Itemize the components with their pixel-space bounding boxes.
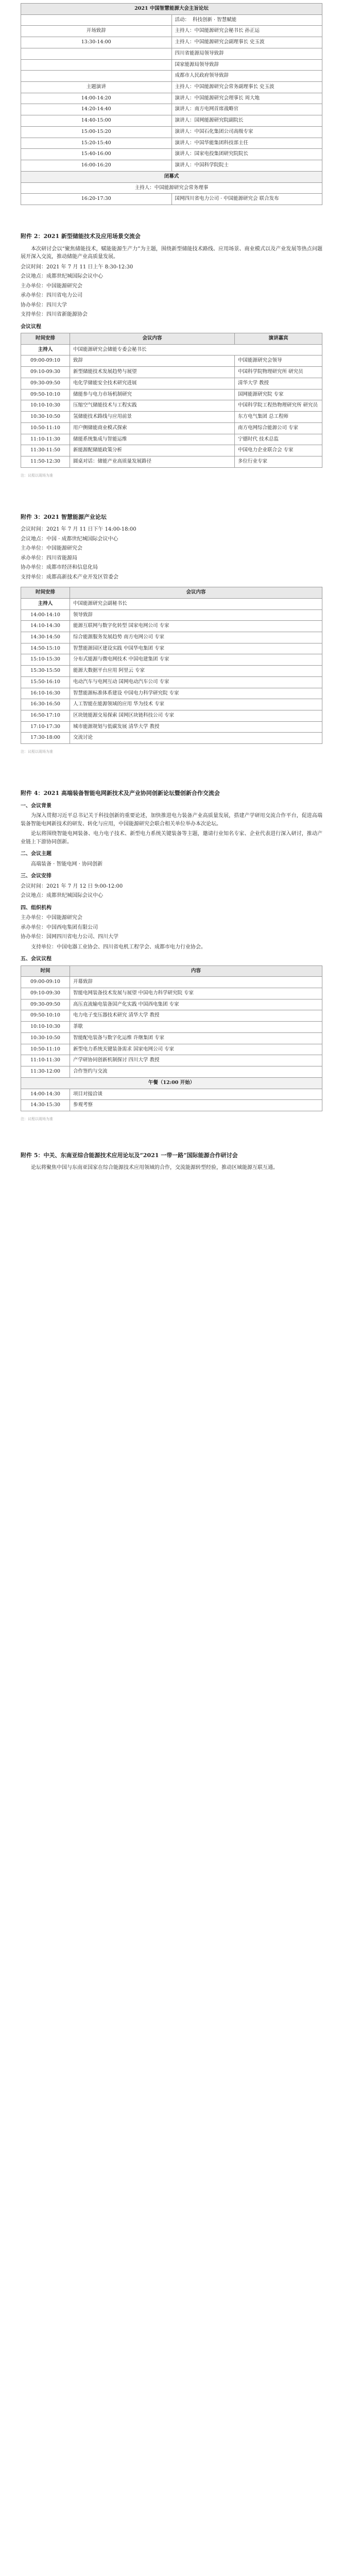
row-content: 区块链能源交易探索 国网区块链科技公司 专家 xyxy=(70,710,322,722)
row-content: 能源互联网与数字化转型 国家电网公司 专家 xyxy=(70,621,322,632)
row-content: 产学研协同创新机制探讨 四川大学 教授 xyxy=(70,1055,322,1066)
row-content-text: 国家能源局领导致辞 xyxy=(175,61,219,67)
table-row xyxy=(21,1032,322,1044)
row-content: 高压直流输电装备国产化实践 中国西电集团 专家 xyxy=(70,999,322,1010)
a3-col-time: 时间安排 xyxy=(21,587,70,599)
appendix-3-footnote: 注：议程以现场为准 xyxy=(21,750,53,754)
table-row xyxy=(21,988,322,999)
table-row xyxy=(21,1044,322,1055)
table-row xyxy=(21,434,322,445)
appendix-2-table xyxy=(21,333,322,468)
row-content xyxy=(172,48,322,59)
table-row xyxy=(21,389,322,400)
table-row xyxy=(21,378,322,389)
row-time: 11:30-12:00 xyxy=(21,1066,70,1078)
row-time xyxy=(21,14,172,26)
row-time: 10:50-11:10 xyxy=(21,1044,70,1055)
row-content: 电动汽车与电网互动 国网电动汽车公司 专家 xyxy=(70,676,322,688)
appendix-2-intro: 本次研讨会以“聚焦储能技术，赋能能源生产力”为主题，围绕新型储能技术路线、应用场景、商业模式以及产业发展等热点问题展开深入交流，推动储能产业高质量发展。 xyxy=(21,246,322,260)
table-row xyxy=(21,676,322,688)
row-time: 14:10-14:30 xyxy=(21,621,70,632)
row-time: 11:30-11:50 xyxy=(21,445,70,456)
row-content: 综合能源服务发展趋势 南方电网公司 专家 xyxy=(70,632,322,643)
appendix-2 xyxy=(21,232,322,479)
appendix-4-para2: 论坛将围绕智能电网装备、电力电子技术、新型电力系统关键装备等主题，邀请行业知名专家、企业代表进行深入研讨，推动产业链上下游协同创新。 xyxy=(21,831,322,845)
row-time: 09:30-09:50 xyxy=(21,378,70,389)
row-time: 09:50-10:10 xyxy=(21,389,70,400)
table-row xyxy=(21,115,322,127)
row-speaker: 中国科学院物理研究所 研究员 xyxy=(235,367,322,378)
a3-col-content: 会议内容 xyxy=(70,587,322,599)
row-time: 15:20-15:40 xyxy=(21,138,172,149)
appendix-4-orgs xyxy=(21,914,322,941)
appendix-3-table xyxy=(21,587,322,744)
table-row xyxy=(21,1100,322,1111)
appendix-5-intro: 论坛将聚焦中国与东南亚国家在综合能源技术应用领域的合作，交流能源转型经验，推动区域能源互联互通。 xyxy=(31,1165,278,1171)
row-speaker: 多位行业专家 xyxy=(235,456,322,467)
row-content: 智能配电装备与数字化运维 许继集团 专家 xyxy=(70,1032,322,1044)
row-content: 分布式能源与微电网技术 中国电建集团 专家 xyxy=(70,654,322,666)
row-content xyxy=(172,104,322,115)
appendix-3 xyxy=(21,513,322,755)
row-topic: 电化学储能安全技术研究进展 xyxy=(70,378,235,389)
table-row xyxy=(21,412,322,423)
row-content-text: 演讲人：国家电投集团研究院院长 xyxy=(175,151,249,157)
row-time: 10:10-10:30 xyxy=(21,400,70,412)
info-line: 支持单位：成都高新技术产业开发区管委会 xyxy=(21,574,118,580)
row-time: 15:30-15:50 xyxy=(21,666,70,677)
row-content-text: 主持人：中国能源研究会常务副理事长 史玉波 xyxy=(175,84,275,90)
row-content: 开幕致辞 xyxy=(70,977,322,988)
row-time: 16:10-16:30 xyxy=(21,688,70,699)
appendix-4-section-four: 四、组织机构 xyxy=(21,905,52,911)
appendix-3-venue: 会议地点：中国 · 成都世纪城国际会议中心 xyxy=(21,536,118,542)
table-row xyxy=(21,1022,322,1033)
table-row xyxy=(21,26,322,37)
table-row xyxy=(21,1010,322,1022)
row-time: 09:00-09:10 xyxy=(21,355,70,367)
a2-host-value: 中国能源研究会储能专委会秘书长 xyxy=(70,344,322,355)
row-time: 10:50-11:10 xyxy=(21,422,70,434)
a2-host-label: 主持人 xyxy=(21,344,70,355)
info-line: 会议地点：成都世纪城国际会议中心 xyxy=(21,893,103,899)
table-row xyxy=(21,609,322,621)
row-content: 城市能源规划与低碳发展 清华大学 教授 xyxy=(70,721,322,733)
row-content xyxy=(172,149,322,160)
row-speaker: 中国能源研究会领导 xyxy=(235,355,322,367)
row-content-text: 成都市人民政府领导致辞 xyxy=(175,73,229,79)
info-line: 支持单位：四川省新能源协会 xyxy=(21,312,88,318)
info-line: 协办单位：国网四川省电力公司、四川大学 xyxy=(21,934,118,940)
row-time: 15:10-15:30 xyxy=(21,654,70,666)
row-time: 11:10-11:30 xyxy=(21,1055,70,1066)
row-speaker: 中国科学院工程热物理研究所 研究员 xyxy=(235,400,322,412)
row-speaker: 宁德时代 技术总监 xyxy=(235,434,322,445)
row-topic: 储能参与电力市场机制研究 xyxy=(70,389,235,400)
table-row xyxy=(21,71,322,82)
table-row xyxy=(21,37,322,48)
row-topic: 氢储能技术路线与应用前景 xyxy=(70,412,235,423)
row-topic: 新能源配储能政策分析 xyxy=(70,445,235,456)
row-content xyxy=(172,138,322,149)
appendix-2-orgs xyxy=(21,282,322,319)
appendix-2-title: 附件 2：2021 新型储能技术及应用场景交流会 xyxy=(21,232,141,240)
table-row xyxy=(21,149,322,160)
table-row xyxy=(21,355,322,367)
row-content-text: 演讲人：中国华能集团科技部主任 xyxy=(175,140,249,146)
row-time: 09:10-09:30 xyxy=(21,988,70,999)
table-row xyxy=(21,445,322,456)
appendix-2-venue: 会议地点：成都世纪城国际会议中心 xyxy=(21,274,103,280)
row-content xyxy=(172,82,322,93)
row-content xyxy=(172,37,322,48)
a3-host-value: 中国能源研究会副秘书长 xyxy=(70,598,322,609)
table-row xyxy=(21,14,322,26)
row-content: 智能电网装备技术发展与展望 中国电力科学研究院 专家 xyxy=(70,988,322,999)
table-row xyxy=(21,1055,322,1066)
row-time: 15:40-16:00 xyxy=(21,149,172,160)
table-row xyxy=(21,721,322,733)
row-content: 交流讨论 xyxy=(70,733,322,744)
row-content: 国网四川省电力公司 · 中国能源研究会 联合发布 xyxy=(172,194,322,205)
info-line: 主办单位：中国能源研究会 xyxy=(21,915,82,921)
row-content: 能源大数据平台应用 阿里云 专家 xyxy=(70,666,322,677)
row-content: 茶歇 xyxy=(70,1022,322,1033)
a4-col-time: 时间 xyxy=(21,965,70,977)
row-content xyxy=(172,160,322,172)
row-content-text: 活动： xyxy=(175,16,190,23)
row-content-text: 演讲人：中国石化集团公司高级专家 xyxy=(175,128,253,134)
appendix-4-section-one: 一、会议背景 xyxy=(21,803,52,809)
row-topic: 致辞 xyxy=(70,355,235,367)
closing-head: 闭幕式 xyxy=(21,171,322,182)
row-time: 09:50-10:10 xyxy=(21,1010,70,1022)
table-row xyxy=(21,48,322,59)
row-time: 15:00-15:20 xyxy=(21,126,172,138)
table-row xyxy=(21,643,322,654)
table-row xyxy=(21,367,322,378)
appendix-4-theme: 高端装备 · 智能电网 · 协同创新 xyxy=(31,861,103,867)
row-topic: 用户侧储能商业模式探索 xyxy=(70,422,235,434)
table-row xyxy=(21,977,322,988)
row-time xyxy=(21,59,172,71)
info-line: 主办单位：中国能源研究会 xyxy=(21,546,82,552)
info-line: 承办单位：中国西电集团有限公司 xyxy=(21,924,98,930)
row-time: 14:00-14:30 xyxy=(21,1089,70,1100)
a2-col-time: 时间安排 xyxy=(21,333,70,345)
row-speaker: 东方电气集团 总工程师 xyxy=(235,412,322,423)
row-detail: 科技创新 · 智慧赋能 xyxy=(193,16,237,23)
table-row xyxy=(21,699,322,710)
row-content-text: 四川省能源局领导致辞 xyxy=(175,50,224,56)
a2-col-topic: 会议内容 xyxy=(70,333,235,345)
row-time: 14:50-15:10 xyxy=(21,643,70,654)
row-content: 领导致辞 xyxy=(70,609,322,621)
row-time: 10:30-10:50 xyxy=(21,412,70,423)
appendix-4-agenda-title: 五、会议议程 xyxy=(21,956,52,962)
table-row xyxy=(21,82,322,93)
table-row xyxy=(21,93,322,104)
table-row xyxy=(21,160,322,172)
row-content: 电力电子变压器技术研究 清华大学 教授 xyxy=(70,1010,322,1022)
main-forum-section xyxy=(21,0,322,205)
row-time: 10:30-10:50 xyxy=(21,1032,70,1044)
table-row xyxy=(21,1089,322,1100)
table-row xyxy=(21,654,322,666)
row-content-text: 演讲人：中国能源研究会理事长 周大地 xyxy=(175,95,260,101)
info-line: 承办单位：四川省能源局 xyxy=(21,555,77,561)
row-content: 智慧能源标准体系建设 中国电力科学研究院 专家 xyxy=(70,688,322,699)
row-content-text: 演讲人：中国科学院院士 xyxy=(175,162,229,168)
row-topic: 圆桌对话：储能产业高质量发展路径 xyxy=(70,456,235,467)
a2-col-speaker: 演讲嘉宾 xyxy=(235,333,322,345)
row-time: 14:00-14:20 xyxy=(21,93,172,104)
a3-host-label: 主持人 xyxy=(21,598,70,609)
row-content-text: 主持人：中国能源研究会秘书长 孙正运 xyxy=(175,28,260,34)
appendix-3-time: 会议时间：2021 年 7 月 11 日下午 14:00-18:00 xyxy=(21,527,136,533)
row-topic: 压缩空气储能技术与工程实践 xyxy=(70,400,235,412)
row-time: 11:50-12:30 xyxy=(21,456,70,467)
row-content xyxy=(172,93,322,104)
row-content: 项目对接洽谈 xyxy=(70,1089,322,1100)
table-row xyxy=(21,710,322,722)
appendix-4-extra: 支持单位：中国电器工业协会、四川省电机工程学会、成都市电力行业协会。 xyxy=(31,944,206,950)
appendix-4 xyxy=(21,789,322,1122)
table-row xyxy=(21,400,322,412)
row-time: 14:30-15:30 xyxy=(21,1100,70,1111)
row-time: 主题演讲 xyxy=(21,82,172,93)
row-time: 13:30-14:00 xyxy=(21,37,172,48)
closing-host: 主持人：中国能源研究会常务理事 xyxy=(21,182,322,194)
info-line: 会议时间：2021 年 7 月 12 日 9:00-12:00 xyxy=(21,883,123,889)
row-speaker: 中国电力企业联合会 专家 xyxy=(235,445,322,456)
row-content: 参观考察 xyxy=(70,1100,322,1111)
row-speaker: 南方电网综合能源公司 专家 xyxy=(235,422,322,434)
table-row xyxy=(21,194,322,205)
appendix-3-orgs xyxy=(21,545,322,581)
appendix-5-title: 附件 5：中关、东南亚综合能源技术应用论坛及“2021 一带一路”国际能源合作研讨会 xyxy=(21,1151,238,1159)
row-time: 15:50-16:10 xyxy=(21,676,70,688)
appendix-5 xyxy=(21,1151,322,1172)
row-content: 新型电力系统关键装备需求 国家电网公司 专家 xyxy=(70,1044,322,1055)
appendix-4-title: 附件 4：2021 高端装备智能电网新技术及产业协同创新论坛暨创新合作交流会 xyxy=(21,790,220,796)
row-time: 14:30-14:50 xyxy=(21,632,70,643)
appendix-4-footnote: 注：议程以现场为准 xyxy=(21,1116,53,1121)
row-time: 09:10-09:30 xyxy=(21,367,70,378)
row-content-text: 演讲人：国网能源研究院副院长 xyxy=(175,117,244,124)
a4-col-content: 内容 xyxy=(70,965,322,977)
table-row xyxy=(21,621,322,632)
row-time xyxy=(21,48,172,59)
main-forum-title: 2021 中国智慧能源大会主旨论坛 xyxy=(21,4,322,15)
info-line: 承办单位：四川省电力公司 xyxy=(21,293,82,299)
table-row xyxy=(21,666,322,677)
row-time: 11:10-11:30 xyxy=(21,434,70,445)
row-time: 14:00-14:10 xyxy=(21,609,70,621)
table-row xyxy=(21,1066,322,1078)
row-speaker: 国网能源研究院 专家 xyxy=(235,389,322,400)
appendix-4-para1: 为深入贯彻习近平总书记关于科技创新的重要论述，加快推进电力装备产业高质量发展，搭建产学研用交流合作平台，促进高端装备智能电网新技术的研发、转化与应用，中国能源研究会联合相关单位举办本次论坛。 xyxy=(21,813,322,827)
row-content: 智慧能源园区建设实践 中国华电集团 专家 xyxy=(70,643,322,654)
info-line: 协办单位：四川大学 xyxy=(21,302,67,308)
appendix-2-agenda-title: 会议议程 xyxy=(21,324,41,330)
appendix-4-section-three: 三、会议安排 xyxy=(21,873,52,879)
row-time: 16:50-17:10 xyxy=(21,710,70,722)
appendix-3-title: 附件 3：2021 智慧能源产业论坛 xyxy=(21,513,107,520)
main-forum-table xyxy=(21,3,322,205)
row-content xyxy=(172,115,322,127)
appendix-2-footnote: 注：议程以现场为准 xyxy=(21,473,53,478)
row-time: 16:00-16:20 xyxy=(21,160,172,172)
appendix-4-table xyxy=(21,965,322,1111)
row-content xyxy=(172,126,322,138)
row-content xyxy=(172,71,322,82)
row-content-text: 主持人：中国能源研究会副理事长 史玉波 xyxy=(175,39,265,45)
table-row xyxy=(21,999,322,1010)
row-time: 17:10-17:30 xyxy=(21,721,70,733)
row-speaker: 清华大学 教授 xyxy=(235,378,322,389)
row-time: 16:20-17:30 xyxy=(21,194,172,205)
table-row xyxy=(21,733,322,744)
row-time: 14:20-14:40 xyxy=(21,104,172,115)
a4-sub-head: 午餐（12:00 开始） xyxy=(21,1077,322,1089)
table-row xyxy=(21,422,322,434)
row-time: 17:30-18:00 xyxy=(21,733,70,744)
appendix-4-section-two: 二、会议主题 xyxy=(21,851,52,857)
row-time: 09:00-09:10 xyxy=(21,977,70,988)
table-row xyxy=(21,104,322,115)
row-content xyxy=(172,59,322,71)
row-topic: 储能系统集成与智能运维 xyxy=(70,434,235,445)
table-row xyxy=(21,126,322,138)
row-time: 14:40-15:00 xyxy=(21,115,172,127)
row-time: 09:30-09:50 xyxy=(21,999,70,1010)
row-time: 开场致辞 xyxy=(21,26,172,37)
row-content xyxy=(172,14,322,26)
appendix-4-info xyxy=(21,883,322,900)
info-line: 主办单位：中国能源研究会 xyxy=(21,283,82,289)
row-content-text: 演讲人：南方电网首席战略官 xyxy=(175,106,239,112)
appendix-2-time: 会议时间：2021 年 7 月 11 日上午 8:30-12:30 xyxy=(21,264,133,270)
row-content: 合作签约与交流 xyxy=(70,1066,322,1078)
table-row xyxy=(21,632,322,643)
row-content xyxy=(172,26,322,37)
row-time xyxy=(21,71,172,82)
row-topic: 新型储能技术发展趋势与展望 xyxy=(70,367,235,378)
row-content: 人工智能在能源领域的应用 华为技术 专家 xyxy=(70,699,322,710)
row-time: 16:30-16:50 xyxy=(21,699,70,710)
table-row xyxy=(21,59,322,71)
table-row xyxy=(21,138,322,149)
row-time: 10:10-10:30 xyxy=(21,1022,70,1033)
table-row xyxy=(21,456,322,467)
table-row xyxy=(21,688,322,699)
info-line: 协办单位：成都市经济和信息化局 xyxy=(21,565,98,571)
